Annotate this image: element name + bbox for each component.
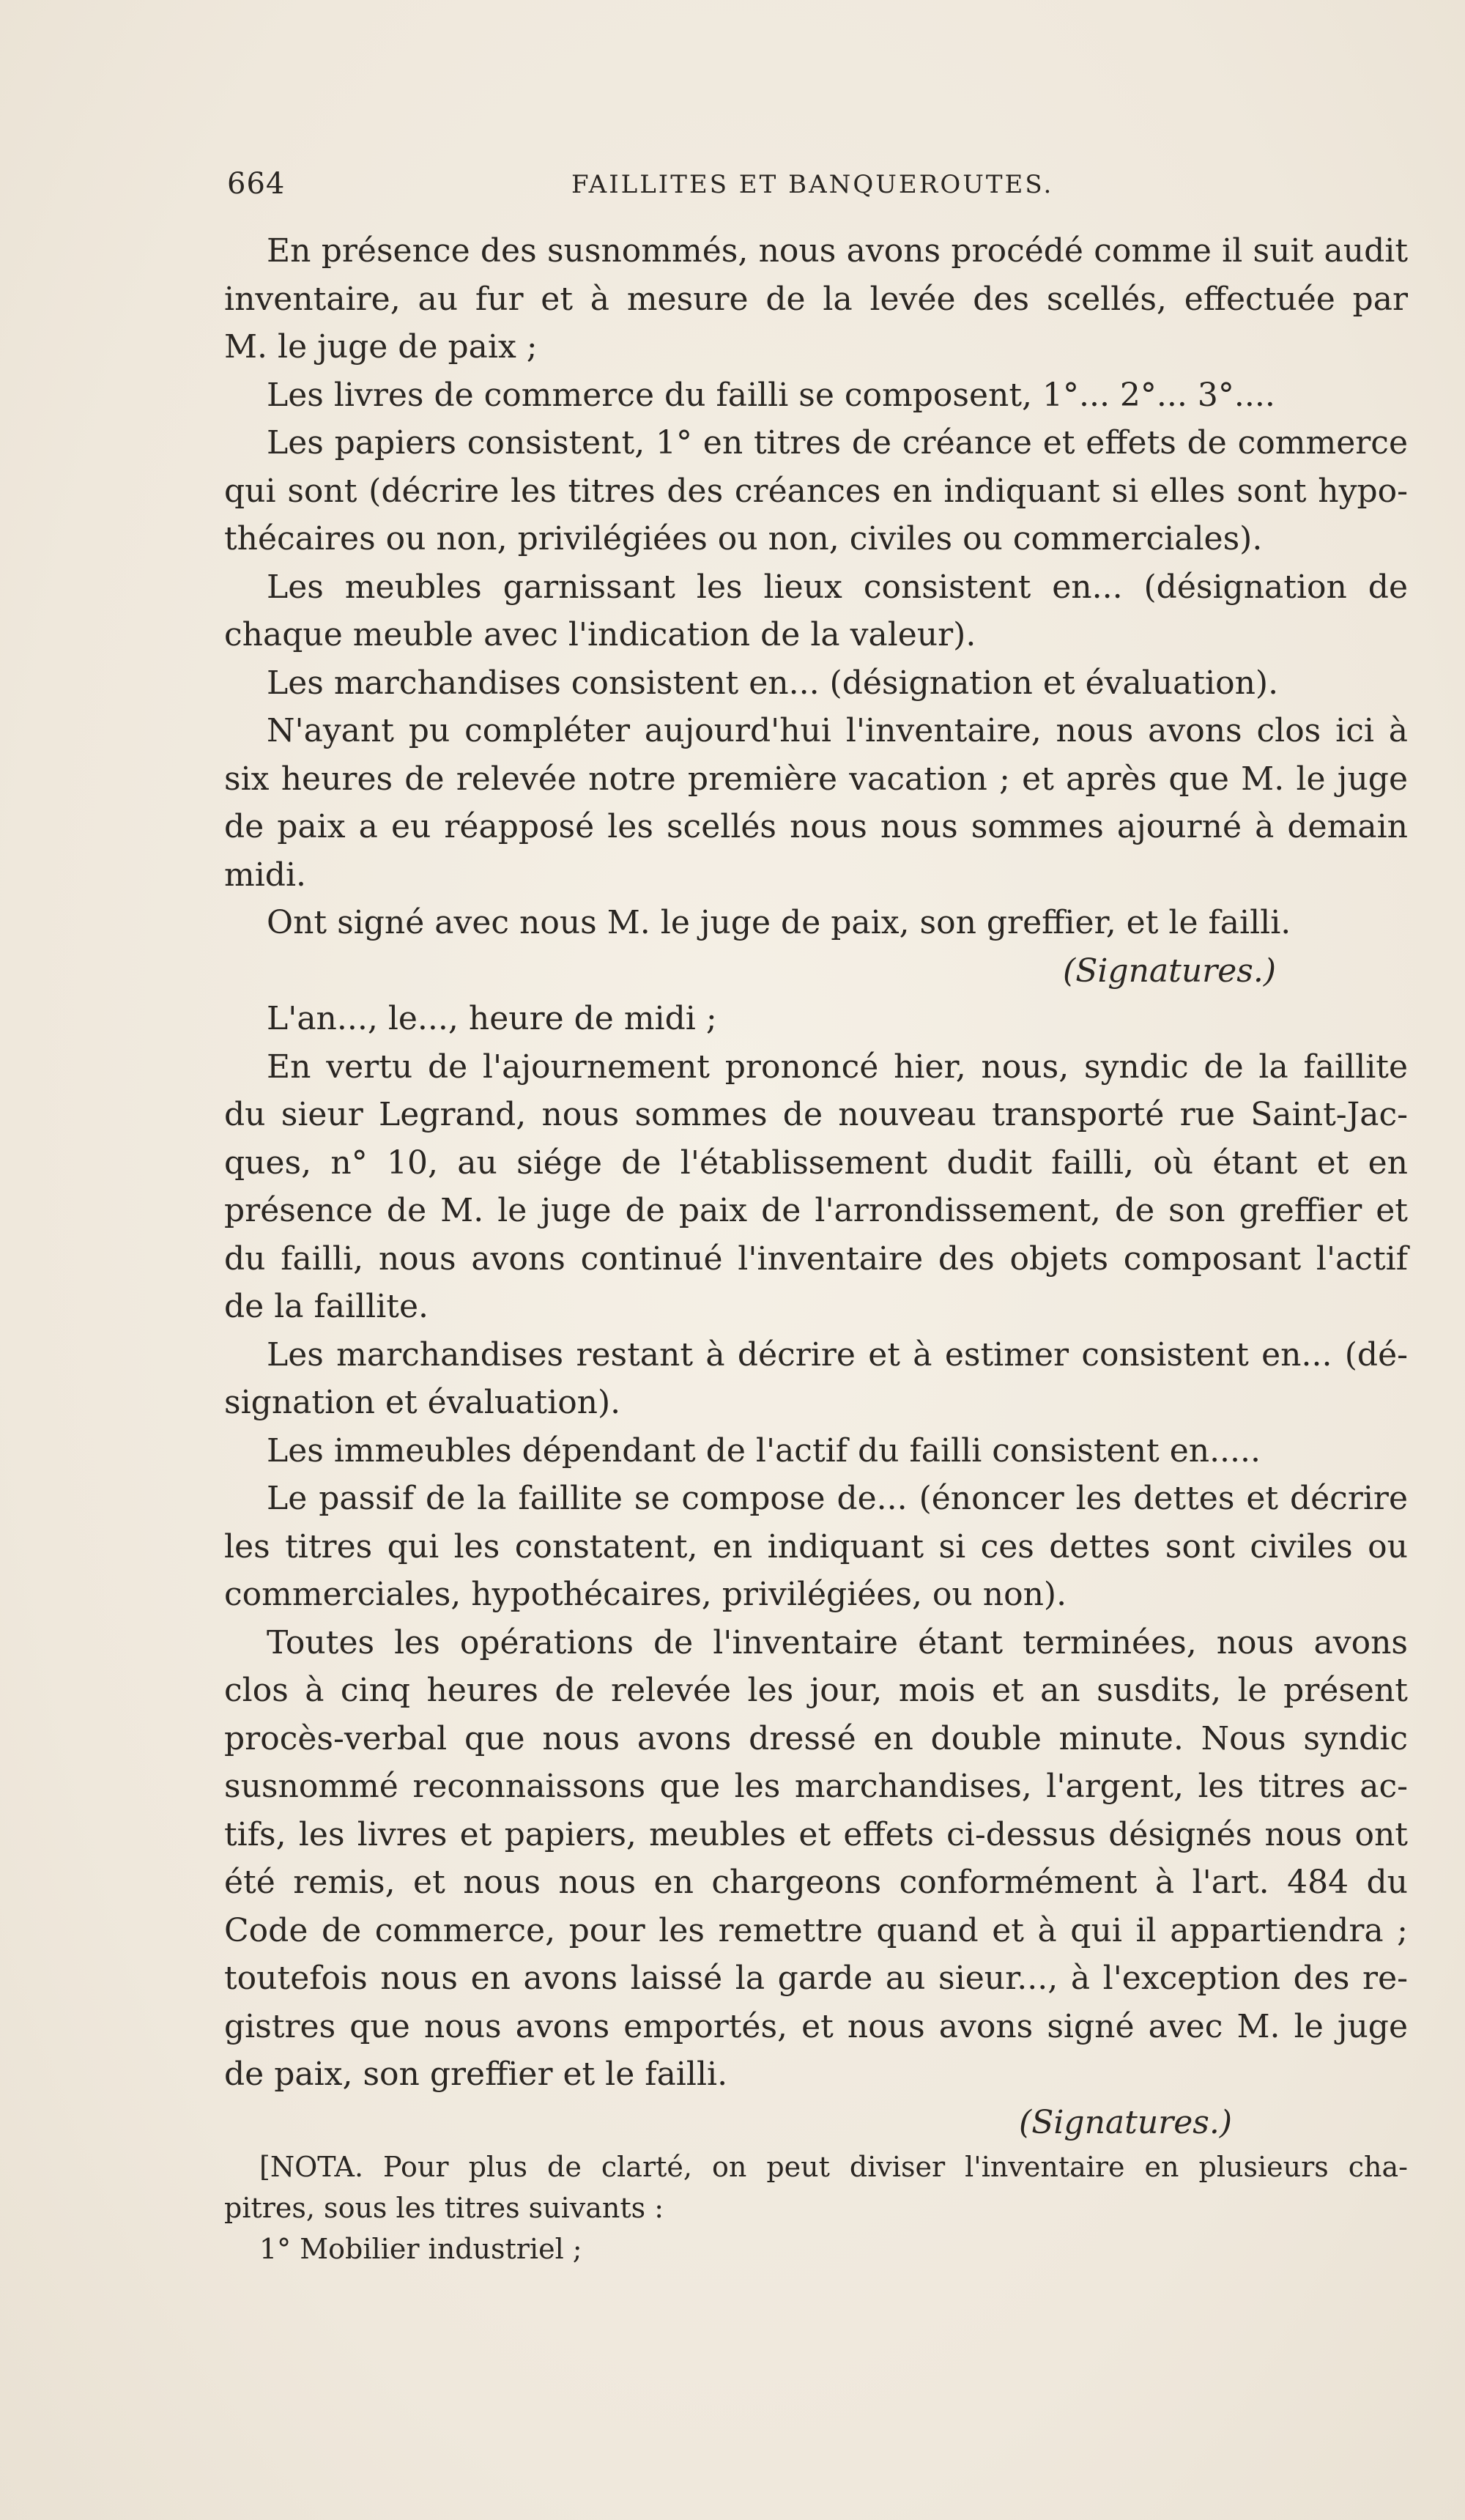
text-line: susnommé reconnaissons que les marchandises, l'argent, les titres ac- [224,1768,1408,1805]
note-line: [NOTA. Pour plus de clarté, on peut diviser l'inventaire en plusieurs cha- [259,2151,1408,2183]
text-line: commerciales, hypothécaires, privilégiées, ou non). [224,1576,1067,1613]
page-number: 664 [227,167,286,201]
text-line: qui sont (décrire les titres des créances en indiquant si elles sont hypo- [224,472,1408,510]
page-header [227,167,1406,211]
text-line: midi. [224,856,307,894]
text-line: présence de M. le juge de paix de l'arrondissement, de son greffier et [224,1192,1408,1229]
text-line: les titres qui les constatent, en indiquant si ces dettes sont civiles ou [224,1527,1408,1565]
body-text [224,227,1408,2269]
text-line: six heures de relevée notre première vacation ; et après que M. le juge [224,760,1408,798]
note-line: pitres, sous les titres suivants : [224,2192,664,2224]
text-line: de la faillite. [224,1288,429,1325]
text-line: toutefois nous en avons laissé la garde au sieur..., à l'exception des re- [224,1960,1408,1997]
text-line: Le passif de la faillite se compose de... (énoncer les dettes et décrire [267,1480,1408,1517]
signature-line: (Signatures.) [1019,2103,1232,2141]
text-line: ques, n° 10, au siége de l'établissement dudit failli, où étant et en [224,1144,1408,1182]
text-line: de paix a eu réapposé les scellés nous nous sommes ajourné à demain [224,808,1408,845]
text-line: Les meubles garnissant les lieux consistent en... (désignation de [267,568,1408,606]
running-title: FAILLITES ET BANQUEROUTES. [571,170,1054,199]
note-line: 1° Mobilier industriel ; [259,2233,582,2265]
text-line: Les livres de commerce du failli se composent, 1°... 2°... 3°.... [267,376,1275,414]
text-line: En vertu de l'ajournement prononcé hier, nous, syndic de la faillite [267,1048,1408,1086]
text-line: de paix, son greffier et le failli. [224,2056,728,2093]
text-line: L'an..., le..., heure de midi ; [267,1000,717,1037]
text-line: chaque meuble avec l'indication de la valeur). [224,616,976,653]
text-line: signation et évaluation). [224,1384,621,1421]
text-line: Code de commerce, pour les remettre quand et à qui il appartiendra ; [224,1911,1408,1949]
text-line: tifs, les livres et papiers, meubles et effets ci-dessus désignés nous ont [224,1815,1408,1853]
text-line: Les marchandises consistent en... (désignation et évaluation). [267,664,1279,702]
text-line: Les marchandises restant à décrire et à estimer consistent en... (dé- [267,1335,1408,1374]
text-line: thécaires ou non, privilégiées ou non, civiles ou commerciales). [224,520,1263,557]
text-line: procès-verbal que nous avons dressé en double minute. Nous syndic [224,1719,1408,1757]
text-line: du failli, nous avons continué l'inventaire des objets composant l'actif [224,1239,1408,1278]
text-line: Toutes les opérations de l'inventaire étant terminées, nous avons [267,1623,1408,1661]
text-line: clos à cinq heures de relevée les jour, mois et an susdits, le présent [224,1672,1408,1709]
text-line: M. le juge de paix ; [224,328,538,366]
text-line: En présence des susnommés, nous avons procédé comme il suit audit [267,232,1408,270]
text-line: Les immeubles dépendant de l'actif du failli consistent en..... [267,1431,1261,1470]
text-line: gistres que nous avons emportés, et nous avons signé avec M. le juge [224,2007,1408,2045]
signature-line: (Signatures.) [1063,952,1276,990]
text-line: Les papiers consistent, 1° en titres de créance et effets de commerce [267,424,1408,462]
text-line: N'ayant pu compléter aujourd'hui l'inventaire, nous avons clos ici à [267,712,1408,749]
text-line: inventaire, au fur et à mesure de la levée des scellés, effectuée par [224,280,1408,318]
text-line: Ont signé avec nous M. le juge de paix, son greffier, et le failli. [267,904,1291,941]
text-line: été remis, et nous nous en chargeons conformément à l'art. 484 du [224,1864,1408,1901]
text-line: du sieur Legrand, nous sommes de nouveau transporté rue Saint-Jac- [224,1096,1408,1133]
